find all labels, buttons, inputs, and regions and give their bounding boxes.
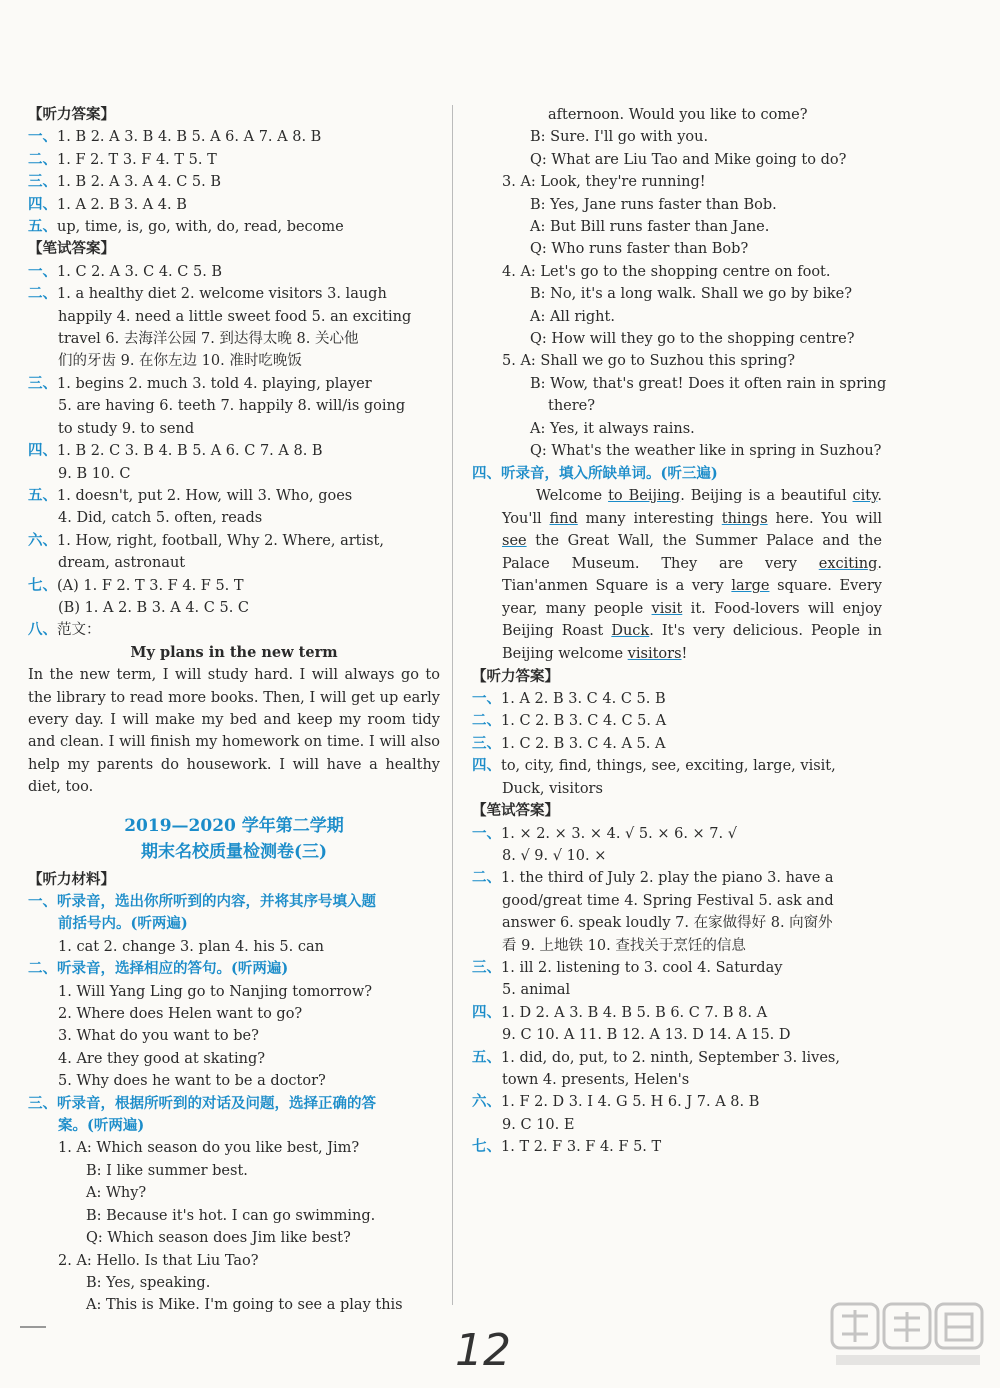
text-line bbox=[472, 1136, 882, 1158]
line-content: 1. C 2. A 3. C 4. C 5. B bbox=[57, 263, 223, 280]
section-number: 一、 bbox=[28, 128, 57, 146]
text-line bbox=[472, 957, 882, 979]
text-line: 9. B 10. C bbox=[58, 465, 131, 482]
text-line: 前括号内。(听两遍) bbox=[58, 915, 188, 933]
answer-section-2 bbox=[472, 666, 882, 1159]
text-line bbox=[472, 688, 882, 710]
fill-in-passage: Welcome to Beijing. Beijing is a beautiful city. You'll find many interesting things here. You will see the Great Wall, the Summer Palace and the Palace Museum. They are very exciting. Tian'anmen Square is a very large square. Every year, many people visit it. Food-lovers will enjoy Beijing Roast Duck. It's very delicious. People in Beijing welcome visitors! bbox=[502, 487, 883, 663]
text-line: B: Because it's hot. I can go swimming. bbox=[86, 1207, 376, 1224]
text-line: B: Sure. I'll go with you. bbox=[530, 129, 709, 146]
text-line: 【听力答案】 bbox=[472, 667, 559, 685]
section-number: 四、 bbox=[472, 464, 501, 482]
line-content: 1. × 2. × 3. × 4. √ 5. × 6. × 7. √ bbox=[501, 825, 737, 842]
section-number: 七、 bbox=[472, 1138, 501, 1156]
text-line: 【听力材料】 bbox=[28, 870, 115, 888]
text-line: (B) 1. A 2. B 3. A 4. C 5. C bbox=[58, 599, 250, 616]
text-line: to study 9. to send bbox=[58, 420, 195, 437]
text-line bbox=[28, 283, 440, 305]
section-number: 三、 bbox=[28, 173, 57, 191]
line-content: 听录音，根据所听到的对话及问题，选择正确的答 bbox=[57, 1094, 376, 1112]
text-line: 1. A: Which season do you like best, Jim? bbox=[58, 1140, 360, 1157]
section-number: 一、 bbox=[28, 893, 57, 910]
section-number: 三、 bbox=[472, 734, 501, 752]
text-line: 看 9. 上地铁 10. 查找关于烹饪的信息 bbox=[502, 937, 746, 954]
text-line: there? bbox=[548, 398, 596, 415]
text-line bbox=[472, 733, 882, 755]
text-line: A: This is Mike. I'm going to see a play this bbox=[86, 1297, 403, 1314]
text-line: 3. What do you want to be? bbox=[58, 1028, 259, 1045]
text-line bbox=[28, 575, 440, 597]
text-line: 4. A: Let's go to the shopping centre on foot. bbox=[502, 263, 831, 280]
text-line: B: Wow, that's great! Does it often rain in spring bbox=[530, 375, 887, 392]
text-line: 4. Did, catch 5. often, reads bbox=[58, 510, 263, 527]
section-number: 二、 bbox=[28, 960, 57, 978]
text-line: 8. √ 9. √ 10. × bbox=[502, 847, 607, 864]
text-line bbox=[28, 440, 440, 462]
text-line: B: No, it's a long walk. Shall we go by bike? bbox=[530, 286, 853, 303]
section-number: 三、 bbox=[472, 958, 501, 976]
line-content: 1. doesn't, put 2. How, will 3. Who, goes bbox=[57, 487, 353, 504]
text-line bbox=[472, 1047, 882, 1069]
text-line: Q: Who runs faster than Bob? bbox=[530, 241, 749, 258]
text-line: A: Yes, it always rains. bbox=[530, 420, 695, 437]
exam-title-line-2: 期末名校质量检测卷(三) bbox=[140, 841, 328, 862]
text-line: 【笔试答案】 bbox=[28, 240, 115, 258]
text-line: 们的牙齿 9. 在你左边 10. 准时吃晚饭 bbox=[58, 353, 302, 370]
text-line bbox=[28, 1093, 440, 1115]
section-number: 五、 bbox=[28, 486, 57, 504]
section-number: 二、 bbox=[28, 150, 57, 168]
text-line: Q: Which season does Jim like best? bbox=[86, 1230, 351, 1247]
text-line: 1. cat 2. change 3. plan 4. his 5. can bbox=[58, 938, 324, 955]
text-line: 5. Why does he want to be a doctor? bbox=[58, 1073, 326, 1090]
text-line: good/great time 4. Spring Festival 5. ask and bbox=[502, 892, 834, 909]
line-content: 1. ill 2. listening to 3. cool 4. Saturday bbox=[501, 959, 783, 976]
text-line: afternoon. Would you like to come? bbox=[548, 107, 808, 123]
dialogue-continued bbox=[472, 104, 887, 485]
text-line bbox=[28, 194, 440, 216]
line-content: 1. D 2. A 3. B 4. B 5. B 6. C 7. B 8. A bbox=[501, 1004, 768, 1021]
text-line: 2. A: Hello. Is that Liu Tao? bbox=[58, 1252, 259, 1269]
section-number: 一、 bbox=[28, 262, 57, 280]
text-line: 【听力答案】 bbox=[28, 106, 115, 123]
section-number: 六、 bbox=[28, 531, 57, 549]
section-number: 一、 bbox=[472, 690, 501, 708]
section-number: 四、 bbox=[28, 442, 57, 460]
text-line: travel 6. 去海洋公园 7. 到达得太晚 8. 关心他 bbox=[58, 331, 359, 348]
section-number: 四、 bbox=[28, 195, 57, 213]
text-line bbox=[28, 891, 440, 913]
left-column bbox=[28, 104, 440, 1317]
column-divider bbox=[452, 105, 453, 1305]
text-line: B: Yes, Jane runs faster than Bob. bbox=[530, 196, 777, 213]
line-content: 1. C 2. B 3. C 4. A 5. A bbox=[501, 735, 666, 752]
text-line: dream, astronaut bbox=[58, 555, 186, 572]
line-content: 1. a healthy diet 2. welcome visitors 3. laugh bbox=[57, 286, 387, 303]
text-line: 5. are having 6. teeth 7. happily 8. will/is going bbox=[58, 398, 406, 415]
text-line: town 4. presents, Helen's bbox=[502, 1071, 690, 1088]
text-line: B: I like summer best. bbox=[86, 1162, 248, 1179]
exam-title-line-1: 2019—2020 学年第二学期 bbox=[124, 815, 344, 836]
line-content: 范文： bbox=[57, 622, 101, 639]
section-number: 七、 bbox=[28, 576, 57, 594]
line-content: 1. F 2. D 3. I 4. G 5. H 6. J 7. A 8. B bbox=[501, 1094, 760, 1111]
text-line bbox=[28, 619, 440, 641]
section-number: 六、 bbox=[472, 1093, 501, 1111]
text-line: B: Yes, speaking. bbox=[86, 1274, 211, 1291]
section-number: 五、 bbox=[472, 1048, 501, 1066]
text-line: 【笔试答案】 bbox=[472, 802, 559, 820]
text-line bbox=[28, 261, 440, 283]
line-content: up, time, is, go, with, do, read, become bbox=[57, 219, 344, 236]
corner-mark bbox=[20, 1326, 46, 1328]
text-line: A: Why? bbox=[86, 1185, 147, 1202]
section-number: 二、 bbox=[472, 712, 501, 730]
line-content: 听录音，选择相应的答句。(听两遍) bbox=[57, 960, 289, 978]
text-line: 9. C 10. A 11. B 12. A 13. D 14. A 15. D bbox=[502, 1027, 791, 1044]
text-line: 1. Will Yang Ling go to Nanjing tomorrow? bbox=[58, 983, 373, 1000]
text-line: 5. A: Shall we go to Suzhou this spring? bbox=[502, 353, 796, 370]
text-line bbox=[28, 216, 440, 238]
section-number: 一、 bbox=[472, 824, 501, 842]
line-content: 1. How, right, football, Why 2. Where, artist, bbox=[57, 532, 384, 549]
text-line: A: But Bill runs faster than Jane. bbox=[530, 219, 770, 236]
text-line bbox=[472, 1002, 882, 1024]
line-content: 1. C 2. B 3. C 4. C 5. A bbox=[501, 713, 667, 730]
section-number: 五、 bbox=[28, 218, 57, 236]
line-content: 1. A 2. B 3. C 4. C 5. B bbox=[501, 691, 666, 708]
text-line bbox=[472, 823, 882, 845]
line-content: 1. B 2. A 3. B 4. B 5. A 6. A 7. A 8. B bbox=[57, 129, 322, 146]
line-content: 听录音，填入所缺单词。(听三遍) bbox=[501, 464, 718, 482]
text-line: Q: What are Liu Tao and Mike going to do? bbox=[530, 151, 847, 168]
text-line bbox=[28, 958, 440, 980]
line-content: 听录音，选出你所听到的内容，并将其序号填入题 bbox=[57, 893, 376, 910]
text-line: Q: What's the weather like in spring in Suzhou? bbox=[530, 443, 882, 460]
line-content: to, city, find, things, see, exciting, large, visit, bbox=[501, 758, 836, 775]
text-line: happily 4. need a little sweet food 5. an exciting bbox=[58, 308, 412, 325]
line-content: 1. T 2. F 3. F 4. F 5. T bbox=[501, 1139, 662, 1156]
section-number: 二、 bbox=[472, 869, 501, 887]
text-line: 9. C 10. E bbox=[502, 1116, 575, 1133]
text-line: 案。(听两遍) bbox=[58, 1117, 145, 1135]
section-number: 三、 bbox=[28, 374, 57, 392]
text-line bbox=[28, 485, 440, 507]
answer-section-1 bbox=[28, 104, 440, 664]
text-line bbox=[28, 149, 440, 171]
text-line: Duck, visitors bbox=[502, 780, 603, 797]
line-content: 1. did, do, put, to 2. ninth, September 3. lives, bbox=[501, 1049, 840, 1066]
page-number-handwritten: 12 bbox=[455, 1325, 511, 1376]
line-content: 1. A 2. B 3. A 4. B bbox=[57, 196, 187, 213]
listening-material-section bbox=[28, 869, 440, 1317]
text-line: 5. animal bbox=[502, 982, 571, 999]
section-number: 三、 bbox=[28, 1094, 57, 1112]
section-number: 四、 bbox=[472, 757, 501, 775]
text-line bbox=[472, 463, 882, 485]
right-column bbox=[472, 104, 887, 1159]
line-content: 1. B 2. A 3. A 4. C 5. B bbox=[57, 174, 222, 191]
text-line: 4. Are they good at skating? bbox=[58, 1050, 266, 1067]
line-content: 1. B 2. C 3. B 4. B 5. A 6. C 7. A 8. B bbox=[57, 443, 323, 460]
text-line bbox=[472, 755, 882, 777]
section-number: 二、 bbox=[28, 285, 57, 303]
text-line bbox=[28, 373, 440, 395]
section-number: 四、 bbox=[472, 1003, 501, 1021]
line-content: 1. begins 2. much 3. told 4. playing, player bbox=[57, 375, 372, 392]
essay-text: In the new term, I will study hard. I will always go to the library to read more books. Then, I will get up early every day. I will make my bed and keep my room tidy and clean. I will finish my homework on time. I will also help my parents do housework. I will have a healthy diet, too. bbox=[28, 667, 440, 796]
text-line: answer 6. speak loudly 7. 在家做得好 8. 向窗外 bbox=[502, 915, 833, 932]
text-line: My plans in the new term bbox=[130, 643, 338, 661]
text-line: 2. Where does Helen want to go? bbox=[58, 1006, 303, 1023]
text-line bbox=[28, 530, 440, 552]
text-line bbox=[472, 867, 882, 889]
text-line bbox=[28, 171, 440, 193]
text-line: A: All right. bbox=[530, 308, 615, 325]
watermark-logo-icon bbox=[828, 1296, 988, 1380]
text-line bbox=[472, 1091, 882, 1113]
line-content: (A) 1. F 2. T 3. F 4. F 5. T bbox=[57, 577, 244, 594]
text-line bbox=[28, 126, 440, 148]
line-content: 1. the third of July 2. play the piano 3. have a bbox=[501, 870, 834, 887]
text-line bbox=[472, 710, 882, 732]
text-line: 3. A: Look, they're running! bbox=[502, 174, 706, 191]
section-number: 八、 bbox=[28, 621, 57, 639]
text-line: Q: How will they go to the shopping centre? bbox=[530, 331, 855, 348]
line-content: 1. F 2. T 3. F 4. T 5. T bbox=[57, 151, 217, 168]
